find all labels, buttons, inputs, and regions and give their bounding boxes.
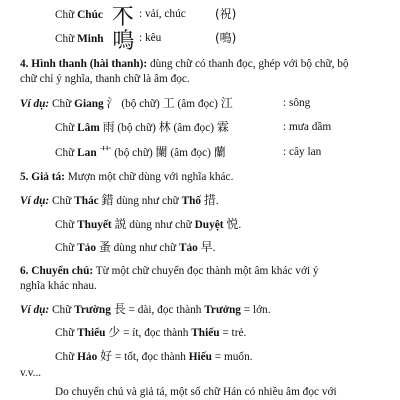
hanzi-minh: (鳴) (215, 31, 237, 45)
example-minh-line: Chữ Minh 鳴 : kêu (鳴) (55, 29, 237, 54)
section4-example1: Ví dụ: Chữ Giang 氵 (bộ chữ) 工 (âm đọc) 江 : sông (20, 96, 311, 110)
word-chuc: Chúc (77, 9, 103, 21)
section6-example3: Chữ Hảo 好 = tốt, đọc thành Hiếu = muốn. (55, 349, 253, 363)
ancient-glyph-minh: 鳴 (112, 29, 136, 54)
section5-example1: Ví dụ: Chữ Thác 錯 dùng như chữ Thố 措. (20, 193, 219, 207)
section6-example2: Chữ Thiểu 少 = ít, đọc thành Thiếu = trẻ. (55, 325, 247, 339)
gloss-chuc: : vải, chúc (139, 8, 186, 20)
section4-line2: chữ chỉ ý nghĩa, thanh chữ là âm đọc. (20, 73, 190, 85)
section4-example2: Chữ Lâm 雨 (bộ chữ) 林 (âm đọc) 霖 : mưa dầm (55, 120, 332, 134)
section5-heading: 5. Giả tá: (20, 171, 65, 183)
hanzi-chuc: (祝) (215, 7, 237, 21)
section6-heading-line (20, 264, 319, 278)
closing-paragraph: Do chuyển chú và giả tá, một số chữ Hán có nhiều âm đọc với (55, 386, 337, 398)
vidu-label-6: Ví dụ: (20, 304, 50, 316)
section4-heading-line (20, 57, 349, 71)
section5-heading-line (20, 170, 233, 184)
vidu-label-5: Ví dụ: (20, 195, 50, 207)
section5-example3: Chữ Tảo 蚤 dùng như chữ Tảo 早. (55, 240, 216, 254)
section5-example2: Chữ Thuyết 説 dùng như chữ Duyệt 悦. (55, 217, 242, 231)
section4-heading-tail: dùng chữ có thanh đọc, ghép với bộ chữ, bộ (147, 58, 349, 70)
section4-example3: Chữ Lan 艹 (bộ chữ) 闌 (âm đọc) 蘭 : cây lan (55, 145, 322, 159)
gloss-minh: : kêu (139, 32, 162, 44)
word-minh: Minh (77, 33, 104, 45)
section6-heading: 6. Chuyển chú: (20, 265, 94, 277)
ancient-glyph-chuc: 𣎴 (111, 5, 135, 30)
section4-heading: 4. Hình thanh (hài thanh): (20, 58, 148, 70)
example-chuc-line: Chữ Chúc 𣎴 : vải, chúc (祝) (55, 5, 237, 30)
section5-heading-tail: Mượn một chữ dùng với nghĩa khác. (64, 171, 234, 183)
vidu-label-4: Ví dụ: (20, 98, 50, 110)
etc-line: v.v... (20, 367, 42, 379)
section6-heading-tail: Từ một chữ chuyển đọc thành một âm khác với ý (93, 265, 319, 277)
section6-example1: Ví dụ: Chữ Trường 長 = dài, đọc thành Trưởng = lớn. (20, 302, 271, 316)
section6-line2: nghĩa khác nhau. (20, 280, 97, 292)
